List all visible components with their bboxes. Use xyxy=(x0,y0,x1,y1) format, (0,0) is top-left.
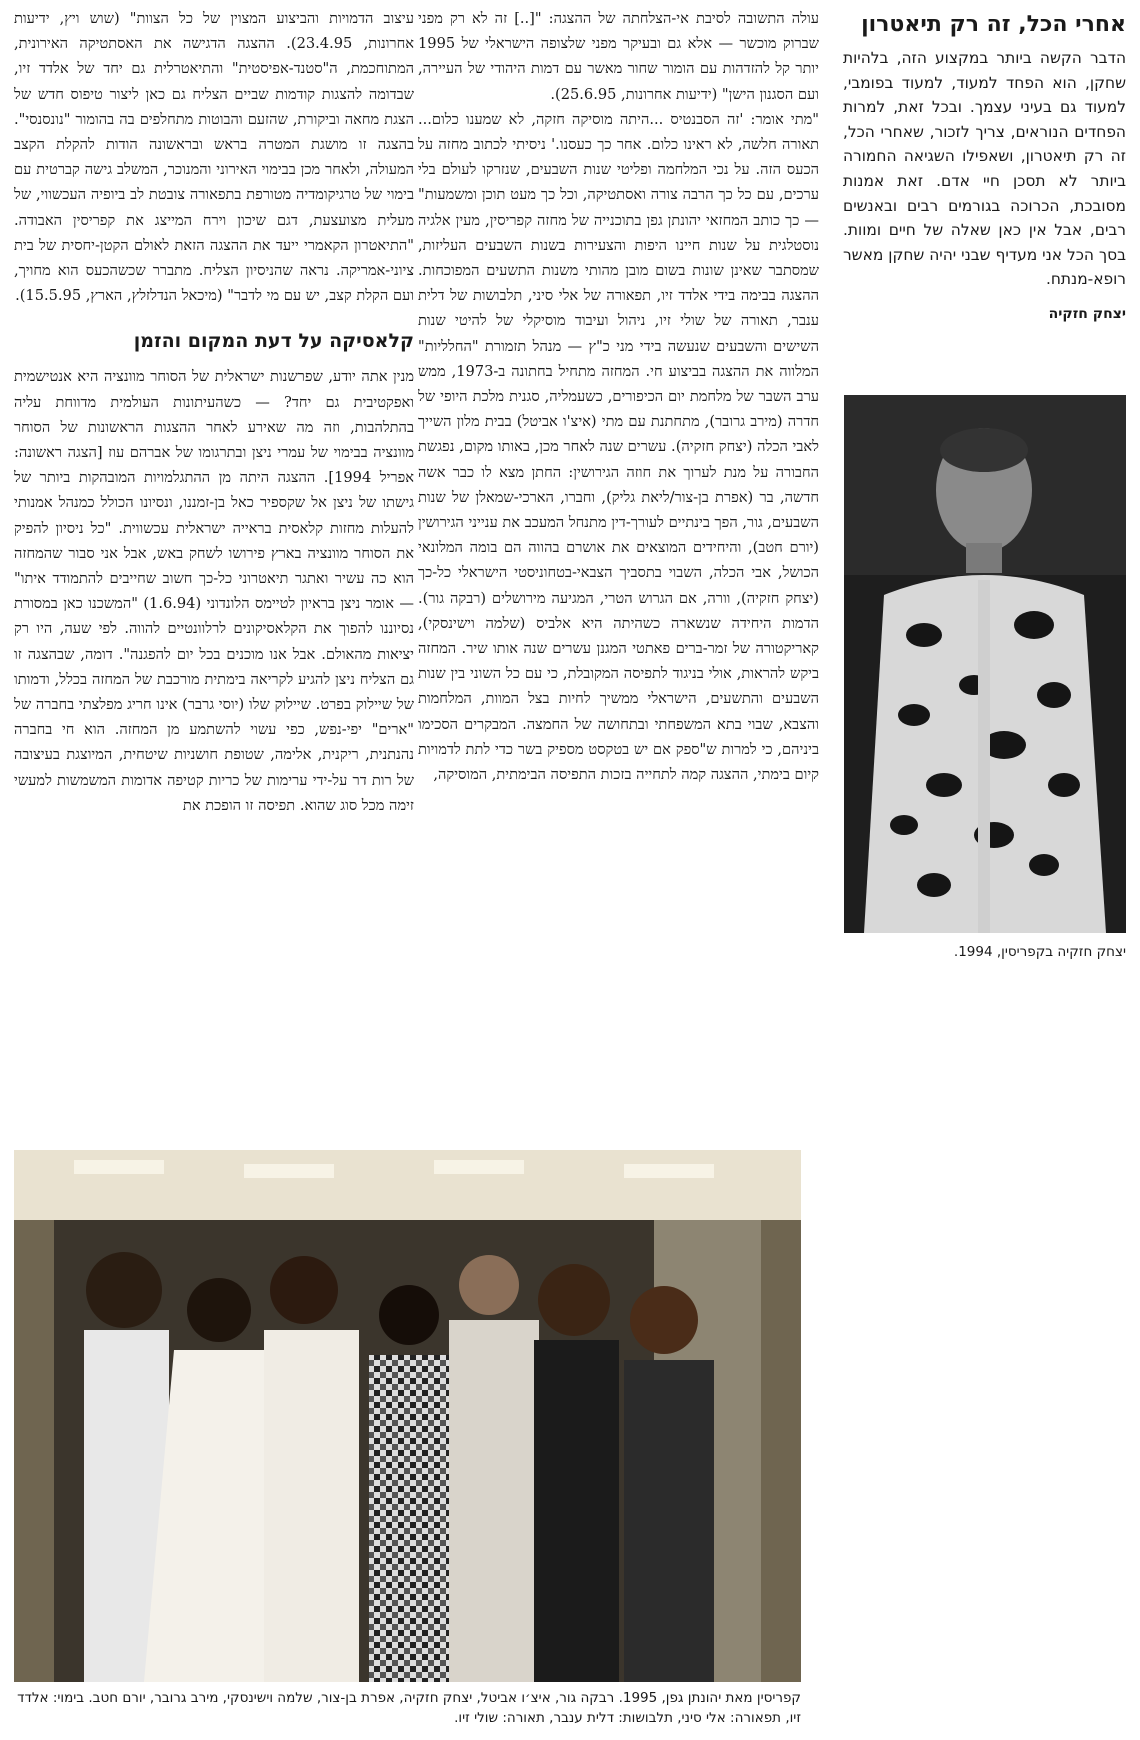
cast-caption: קפריסין מאת יהונתן גפן, 1995. רבקה גור, איצ׳ו אביטל, יצחק חזקיה, אפרת בן-צור, שלמה וישינסקי, מירב גרובר, יורם חטב. בימוי: אלדד זיו, תפאורה: אלי סיני, תלבושות: דלית ענבר, תאורה: שולי זיו. xyxy=(17,1690,801,1726)
sidebar-column xyxy=(843,10,1126,327)
article-paragraph: עולה התשובה לסיבת אי-הצלחתה של ההצגה: "[..] זה לא רק מפני שברוק מוכשר — אלא גם ובעיקר מפני שלצופה הישראלי של 1995 יותר קל להזדהות עם הומור שחור מאשר עם דמות היהודי של העיירה, ועם הסגנון הישן" (ידיעות אחרונות, 25.6.95). xyxy=(418,10,819,103)
sidebar-byline: יצחק חזקיה xyxy=(1048,305,1126,322)
article-paragraph: "מתי אומר: 'זה הסבנטיס ...היתה מוסיקה חזקה, לא שמענו כלום... תאורה חלשה, לא ראינו כלום. אחר כך כעסנו.' ניסיתי לכתוב מחזה על הכעס הזה. על נכי המלחמה ופליטי שנות השבעים, שנזרקו לעולם בלי ערכים, עם כל כך הרבה צורה ואסתטיקה, וכל כך מעט תוכן ומשמעות" — כך כותב המחזאי יהונתן גפן בתוכנייה של מחזה קפריסין, מעין אלגיה נוסטלגית על שנות חיינו היפות והצעירות בשנות השבעים העליזות, שמסתבר שאינן שונות בשום מובן מהותי משנות התשעים המפוכחות. ההצגה בבימה בידי אלדד זיו, תפאורה של אלי סיני, תלבושות של דלית ענבר, תאורה של שולי זיו, ניהול ועיבוד מוסיקלי של להיטי שנות השישים והשבעים שנעשה בידי מני כ"ץ — מנהל תזמורת "החלליות" המלווה את ההצגה בביצוע חי. המחזה מתחיל בחתונה ב-1973, ממש ערב השבר של מלחמת יום הכיפורים, כשעמליה, סגנית מלכת היופי של חדרה (מירב גרובר), מתחתנת עם מתי (איצ'ו אביטל) בבית מלון השייך לאבי הכלה (יצחק חזקיה). עשרים שנה לאחר מכן, באותו מקום, נפגשת החבורה על מנת לערוך את חוזה הגירושין: החתן מצא לו כבר אשה חדשה, בר (אפרת בן-צור/ליאת גליק), וחברו, הארכי-שמאלן של שנות השבעים, גור, הפך בינתיים לעורך-דין מתנחל המעכב את ענייני הגירושין (יורם חטב), והיחידים המוצאים את אושרם בהווה הם בומה המלונאי הכושל, אבי הכלה, השבוי בתסביך הצבאי-בטחוניסטי הישראלי כל-כך (יצחק חזקיה), וורה, אם הגרוש הטרי, המגיעה מירושלים (רבקה גור). הדמות היחידה שנשארה כשהיתה היא אלביס (שלמה וישינסקי), קאריקטורה של זמר-ברים פאתטי המגנן עשרים שנה אותו שיר. המחזה ביקש להראות, אולי בניגוד לתפיסה המקובלת, כי עם כל השוני בין שנות השבעים והתשעים, הישראלי ממשיך לחיות בצל המוות, המלחמות והצבא, שבוי בתא המשפחתי ובתחושה של החמצה. המבקרים הסכימו ביניהם, כי למרות ש"ספק אם יש בטקסט מספיק בשר כדי לתת לדמויות קיום בימתי, ההצגה קמה לתחייה בזכות התפיסה הבימתית, המוסיקה, xyxy=(418,110,819,784)
section-heading: קלאסיקה על דעת המקום והזמן xyxy=(133,330,414,353)
article-column-middle xyxy=(418,6,819,1124)
article-column-left xyxy=(14,6,414,1124)
cast-photo xyxy=(14,1150,801,1682)
article-paragraph: עיצוב הדמויות והביצוע המצוין של כל הצוות" (שוש ויץ, ידיעות אחרונות, 23.4.95). ההצגה הדגישה את האסתטיקה האירונית, המתוחכמת, ה"סטנד-אפיסטית" והתיאטרלית גם יחד של אלדד זיו, שבדומה להצגות קודמות שביים הצליח גם כאן ליצור טיפוס חדש של הצגת מחאה וביקורת, שהזעם והבוטות מתחלפים בה בהומור "נונסנסי". בהצגה זו מושגת המטרה בראש ובראשונה הודות להקלת הקצב המעולה, ולאחר מכן בבימוי האירוני והמנוכר, המשלב גישה קברטית עם בימוי של טרגיקומדיה מטורפת בתפאורה צובטת לב ביופיה העכשווי, של מעלית מצועצעת, דגם שיכון וירח המייצג את קפריסין האבודה. "התיאטרון הקאמרי ייעד את ההצגה הזאת לאולם הקטן-יחסית של בית ציוני-אמריקה. נראה שהניסיון הצליח. מתברר שכשהכעס הוא מחויך, ועם הקלת קצב, יש עם מי לדבר" (מיכאל הנדלזלץ, הארץ, 15.5.95). xyxy=(14,10,414,305)
article-paragraph: מנין אתה יודע, שפרשנות ישראלית של הסוחר מוונציה היא אנטישמית ואפקטיבית גם יחד? — כשהעיתונות העולמית מדווחת עליה בהתלהבות, וזה מה שאירע לאחר ההצגות הראשונות של הסוחר מוונציה בבימוי של עמרי ניצן ובתרגומו של אברהם עוז [הצגה ראשונה: אפריל 1994]. ההצגה היתה מן ההתגלמויות המובהקות ביותר של גישתו של ניצן אל שקספיר כאל בן-זמננו, ונסיונו הכולל כמנהל אמנותי להעלות מחזות קלאסית בראייה ישראלית עכשווית. "כל ניסיון להפיק את הסוחר מוונציה בארץ פירושו לשחק באש, אבל אני סבור שהמחזה הוא כה עשיר ואתגר תיאטרוני כל-כך חשוב שחייבים להתמודד איתו" — אומר ניצן בראיון לטיימס הלונדוני (1.6.94) "המשכנו כאן במסורת נסיוננו להפוך את הקלאסיקונים לרלוונטיים להווה. לפי שעה, היו רק יציאות מהאולם. אבל אנו מוכנים בכל יום להפגנה". דומה, שבהצגה זו גם הצליח ניצן להגיע לקריאה בימתית מורכבת של המחזה בכלל, ודמותו של שיילוק בפרט. שיילוק שלו (יוסי גרבר) אינו חריג מפלצתי בחברה של "ארים" יפי-נפש, כפי עשוי להשתמע מן המחזה. הוא חי בחברה נהנתנית, ריקנית, אלימה, שטופת חושניות שיטחית, המיוצגת בעיצובה של רות דר על-ידי ערימות של כריות קטיפה אדומות המשמשות למעשי זימה מכל סוג שהוא. תפיסה זו הופכת את xyxy=(14,368,414,814)
cast-photo-image xyxy=(14,1150,801,1682)
portrait-caption: יצחק חזקיה בקפריסין, 1994. xyxy=(953,944,1126,960)
sidebar-title: אחרי הכל, זה רק תיאטרון xyxy=(861,12,1126,37)
sidebar-body: הדבר הקשה ביותר במקצוע הזה, בלהיות שחקן, הוא הפחד למעוד, למעוד בפומבי, למעוד גם בעיני עצמך. ובכל זאת, למרות הפחדים הנוראים, צריך לזכור, שאחרי הכל, זה רק תיאטרון, ושאפילו השגיאה החמורה ביותר לא תסכן חיי אדם. זאת אמנות מסובכת, הכרוכה בגורמים רבים ובאנשים רבים, אבל אין כאן שאלה של חיים ומוות. בסך הכל אני מעדיף שבני יהיה שחקן מאשר רופא-מנתח. xyxy=(843,49,1126,289)
portrait-photo xyxy=(844,395,1126,933)
portrait-photo-image xyxy=(844,395,1126,933)
